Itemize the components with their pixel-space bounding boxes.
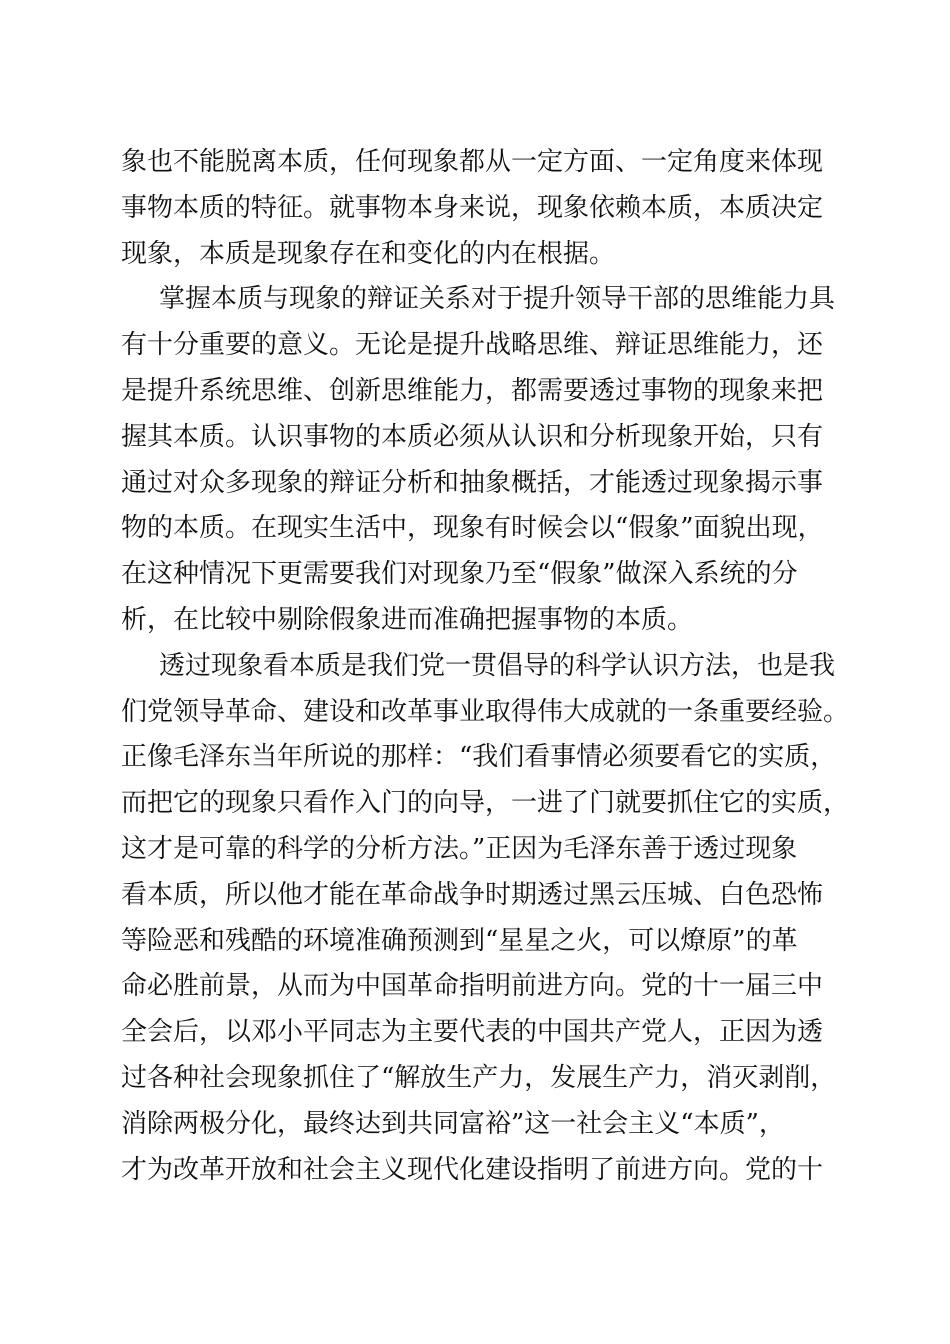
paragraph-3 bbox=[121, 644, 850, 1194]
body-text bbox=[121, 140, 850, 1193]
text-line: 现象，本质是现象存在和变化的内在根据。 bbox=[121, 238, 616, 269]
text-line: 正像毛泽东当年所说的那样：“我们看事情必须要看它的实质， bbox=[121, 742, 837, 773]
text-line: 才为改革开放和社会主义现代化建设指明了前进方向。党的十 bbox=[121, 1154, 824, 1185]
text-line: 有十分重要的意义。无论是提升战略思维、辩证思维能力，还 bbox=[121, 330, 824, 361]
text-line: 看本质，所以他才能在革命战争时期透过黑云压城、白色恐怖 bbox=[121, 879, 824, 910]
text-line: 而把它的现象只看作入门的向导，一进了门就要抓住它的实质， bbox=[121, 788, 850, 819]
text-line: 是提升系统思维、创新思维能力，都需要透过事物的现象来把 bbox=[121, 375, 824, 406]
text-line: 握其本质。认识事物的本质必须从认识和分析现象开始，只有 bbox=[121, 421, 824, 452]
paragraph-1 bbox=[121, 140, 833, 277]
text-line: 象也不能脱离本质，任何现象都从一定方面、一定角度来体现 bbox=[121, 147, 824, 177]
text-line: 这才是可靠的科学的分析方法。”正因为毛泽东善于透过现象 bbox=[121, 833, 798, 864]
text-line: 在这种情况下更需要我们对现象乃至“假象”做深入系统的分 bbox=[121, 559, 798, 590]
text-line: 全会后，以邓小平同志为主要代表的中国共产党人，正因为透 bbox=[121, 1017, 824, 1048]
text-line: 消除两极分化，最终达到共同富裕”这一社会主义“本质”， bbox=[121, 1108, 785, 1139]
text-line: 析，在比较中剔除假象进而准确把握事物的本质。 bbox=[121, 604, 694, 635]
text-line: 掌握本质与现象的辩证关系对于提升领导干部的思维能力具 bbox=[159, 284, 836, 315]
text-line: 透过现象看本质是我们党一贯倡导的科学认识方法，也是我 bbox=[159, 650, 836, 681]
text-line: 们党领导革命、建设和改革事业取得伟大成就的一条重要经验。 bbox=[121, 696, 850, 727]
text-line: 命必胜前景，从而为中国革命指明前进方向。党的十一届三中 bbox=[121, 971, 824, 1002]
text-line: 等险恶和残酷的环境准确预测到“星星之火，可以燎原”的革 bbox=[121, 925, 798, 956]
text-line: 物的本质。在现实生活中，现象有时候会以“假象”面貌出现， bbox=[121, 513, 824, 544]
text-line: 通过对众多现象的辩证分析和抽象概括，才能透过现象揭示事 bbox=[121, 467, 824, 498]
text-line: 过各种社会现象抓住了“解放生产力，发展生产力，消灭剥削， bbox=[121, 1062, 837, 1093]
text-line: 事物本质的特征。就事物本身来说，现象依赖本质，本质决定 bbox=[121, 192, 824, 223]
paragraph-2 bbox=[121, 277, 836, 643]
